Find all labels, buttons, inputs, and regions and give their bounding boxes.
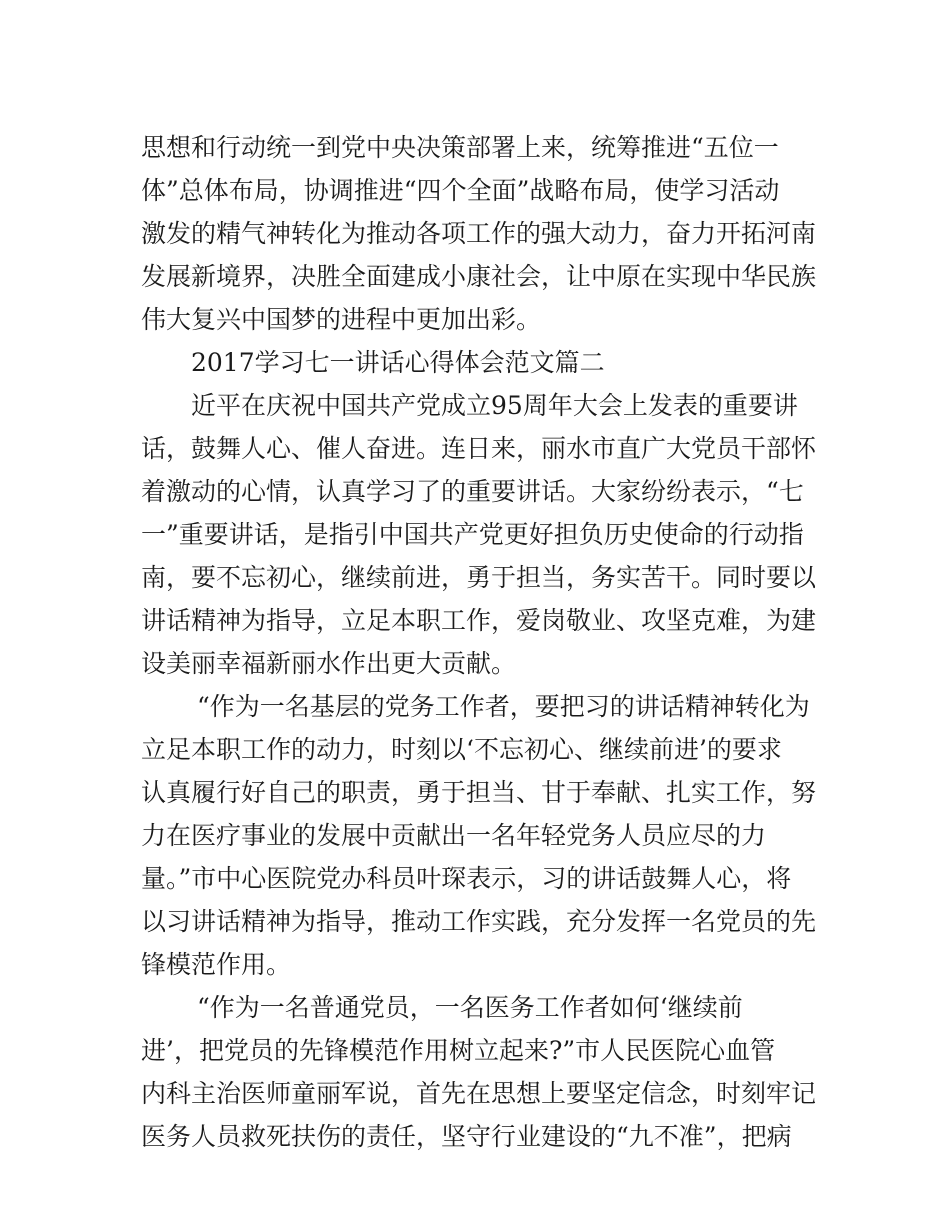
- text-line: 思想和行动统一到党中央决策部署上来，统筹推进“五位一: [141, 133, 779, 162]
- text-line: 以习讲话精神为指导，推动工作实践，充分发挥一名党员的先: [141, 907, 817, 936]
- text-line: 锋模范作用。: [141, 950, 292, 979]
- paragraph-start: “作为一名基层的党务工作者，要把习的讲话精神转化为: [197, 692, 810, 721]
- paragraph-start: 近平在庆祝中国共产党成立95周年大会上发表的重要讲: [191, 391, 798, 420]
- text-line: 话，鼓舞人心、催人奋进。连日来，丽水市直广大党员干部怀: [141, 434, 817, 463]
- text-line: 发展新境界，决胜全面建成小康社会，让中原在实现中华民族: [141, 262, 817, 291]
- text-line: 力在医疗事业的发展中贡献出一名年轻党务人员应尽的力: [141, 821, 767, 850]
- text-line: 量。”市中心医院党办科员叶琛表示，习的讲话鼓舞人心，将: [141, 864, 792, 893]
- text-line: 南，要不忘初心，继续前进，勇于担当，务实苦干。同时要以: [141, 563, 817, 592]
- text-line: 内科主治医师童丽军说，首先在思想上要坚定信念，时刻牢记: [141, 1079, 817, 1108]
- text-line: 进’，把党员的先锋模范作用树立起来?”市人民医院心血管: [141, 1036, 776, 1065]
- text-line: 一”重要讲话，是指引中国共产党更好担负历史使命的行动指: [141, 520, 804, 549]
- text-line: 伟大复兴中国梦的进程中更加出彩。: [141, 305, 542, 334]
- section-heading: 2017学习七一讲话心得体会范文篇二: [191, 348, 605, 377]
- text-line: 体”总体布局，协调推进“四个全面”战略布局，使学习活动: [141, 176, 780, 205]
- text-line: 立足本职工作的动力，时刻以‘不忘初心、继续前进’的要求: [141, 735, 782, 764]
- text-line: 激发的精气神转化为推动各项工作的强大动力，奋力开拓河南: [141, 219, 817, 248]
- text-line: 设美丽幸福新丽水作出更大贡献。: [141, 649, 517, 678]
- text-line: 认真履行好自己的职责，勇于担当、甘于奉献、扎实工作，努: [141, 778, 817, 807]
- body-text: [141, 126, 821, 1158]
- text-line: 着激动的心情，认真学习了的重要讲话。大家纷纷表示，“七: [141, 477, 804, 506]
- text-line: 医务人员救死扶伤的责任，坚守行业建设的“九不准”，把病: [141, 1122, 792, 1151]
- text-line: 讲话精神为指导，立足本职工作，爱岗敬业、攻坚克难，为建: [141, 606, 817, 635]
- paragraph-start: “作为一名普通党员，一名医务工作者如何‘继续前: [197, 993, 743, 1022]
